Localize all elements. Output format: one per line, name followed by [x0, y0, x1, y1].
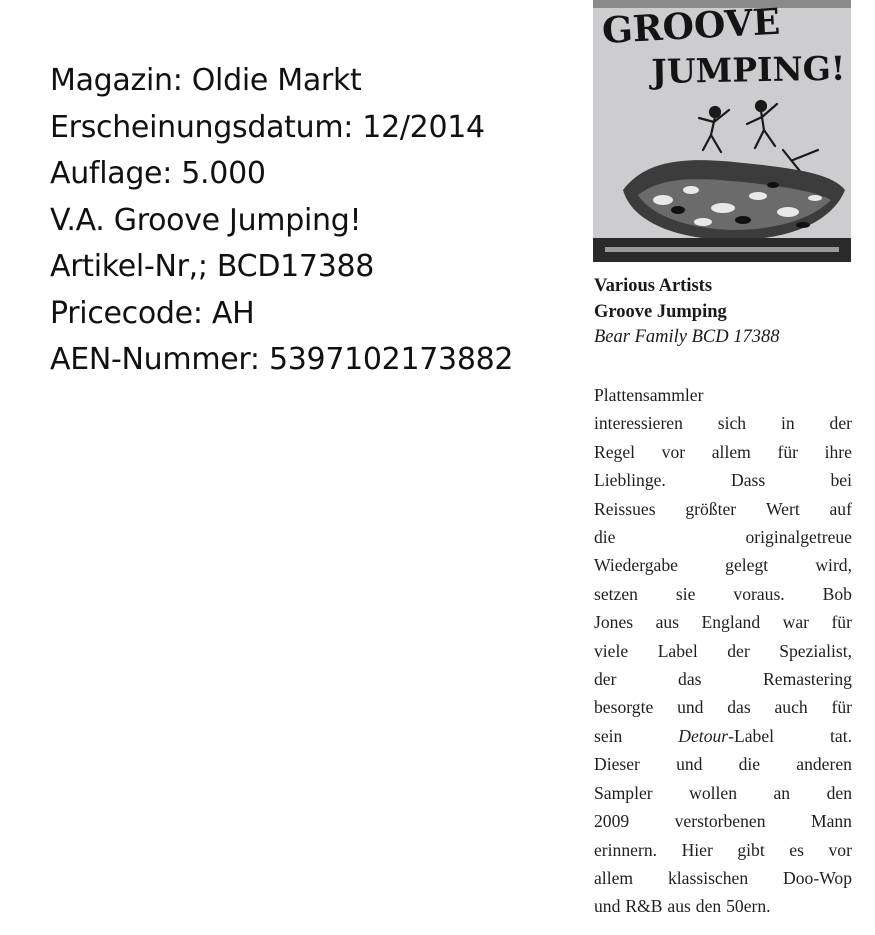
- article-word: für: [831, 612, 852, 633]
- article-word: tat.: [830, 725, 852, 746]
- article-word: gelegt: [725, 555, 769, 576]
- article-word: Plattensammler: [594, 385, 704, 405]
- article-word: bei: [830, 470, 852, 491]
- article-word: es: [789, 839, 804, 860]
- meta-publication-date: Erscheinungsdatum: 12/2014: [50, 109, 485, 145]
- article-word: ihre: [824, 441, 852, 462]
- article-word: Reissues: [594, 498, 656, 519]
- article-word: vor: [661, 441, 686, 462]
- meta-circulation: Auflage: 5.000: [50, 156, 266, 191]
- article-word: Mann: [810, 811, 852, 832]
- article-word: Spezialist,: [779, 640, 852, 661]
- article-word: besorgte: [594, 697, 654, 718]
- article-line: [594, 608, 852, 636]
- article-word: Dass: [731, 470, 766, 491]
- article-word: und: [677, 697, 704, 718]
- press-clipping: [586, 0, 875, 935]
- article-word: viele: [594, 640, 629, 661]
- article-word: für: [777, 441, 798, 462]
- article-word: allem: [594, 867, 634, 888]
- article-line: [594, 438, 852, 466]
- article-word: originalgetreue: [745, 527, 852, 548]
- article-word: voraus.: [733, 583, 785, 604]
- article-word: allem: [711, 441, 751, 462]
- meta-release-title: V.A. Groove Jumping!: [50, 202, 362, 238]
- article-word: aus: [667, 896, 691, 917]
- article-word: Hier: [681, 839, 713, 860]
- article-word: Remastering: [763, 669, 852, 690]
- article-word: wird,: [815, 555, 852, 576]
- album-cover-image: [593, 0, 851, 262]
- article-word: das: [727, 697, 751, 718]
- caption-label: Bear Family BCD 17388: [594, 327, 780, 347]
- article-line: [594, 750, 852, 778]
- article-word: Wiedergabe: [594, 555, 678, 576]
- article-word: größter: [685, 498, 737, 519]
- article-line: [594, 665, 852, 693]
- article-line: [594, 523, 852, 551]
- review-caption: [594, 274, 869, 351]
- article-line: [594, 495, 852, 523]
- article-line: [594, 807, 852, 835]
- caption-title: Groove Jumping: [594, 301, 727, 322]
- article-word: Lieblinge.: [594, 470, 666, 491]
- article-line: [594, 551, 852, 579]
- cover-title-line2: JUMPING!: [651, 48, 846, 91]
- article-word: der: [594, 669, 617, 690]
- article-word: Wert: [765, 498, 800, 519]
- meta-pricecode: Pricecode: AH: [50, 295, 255, 331]
- article-line: [594, 409, 852, 437]
- article-word: Jones: [594, 612, 634, 633]
- review-article-text: [594, 381, 852, 921]
- article-word: England: [701, 612, 761, 633]
- meta-article-number: Artikel-Nr,; BCD17388: [50, 249, 375, 284]
- article-word: sich: [717, 413, 747, 434]
- article-word: für: [831, 697, 852, 718]
- article-line: [594, 864, 852, 892]
- article-word: das: [678, 669, 702, 690]
- article-word: Regel: [594, 441, 636, 462]
- article-word: Bob: [822, 583, 852, 604]
- article-word: die: [738, 754, 761, 775]
- article-line: [594, 722, 852, 750]
- article-line: [594, 779, 852, 807]
- article-word: setzen: [594, 583, 638, 604]
- article-word: und: [676, 754, 703, 775]
- article-word: in: [780, 413, 795, 434]
- article-word: war: [782, 612, 809, 633]
- article-word: erinnern.: [594, 839, 658, 860]
- article-word: Doo-Wop: [783, 867, 852, 888]
- caption-artist: Various Artists: [594, 276, 713, 296]
- meta-magazine: Magazin: Oldie Markt: [50, 63, 362, 98]
- article-line: [594, 381, 852, 409]
- meta-aen-number: AEN-Nummer: 5397102173882: [50, 342, 514, 377]
- article-word: den: [695, 896, 722, 917]
- article-word: 2009: [594, 811, 630, 832]
- article-line: [594, 466, 852, 494]
- article-word: Label: [657, 640, 698, 661]
- article-word: vor: [828, 839, 852, 860]
- article-word: den: [826, 782, 852, 803]
- article-line: [594, 580, 852, 608]
- article-word: die: [594, 527, 616, 548]
- article-word: auch: [774, 697, 808, 718]
- article-line: [594, 892, 852, 920]
- article-line: [594, 836, 852, 864]
- article-line: [594, 637, 852, 665]
- article-word: sie: [675, 583, 696, 604]
- article-word: Sampler: [594, 782, 653, 803]
- cover-title-line1: GROOVE: [601, 0, 782, 52]
- article-word: verstorbenen: [674, 811, 766, 832]
- article-word: Dieser: [594, 754, 640, 775]
- article-word: klassischen: [668, 867, 749, 888]
- article-word: wollen: [689, 782, 738, 803]
- article-word: 50ern.: [726, 896, 771, 917]
- article-word: an: [773, 782, 791, 803]
- article-word: interessieren: [594, 413, 683, 434]
- article-word: sein: [594, 725, 623, 746]
- article-word: und: [594, 896, 621, 917]
- article-word: der: [829, 413, 852, 434]
- article-line: [594, 693, 852, 721]
- article-word: anderen: [796, 754, 852, 775]
- article-word: Detour-Label: [678, 725, 775, 746]
- meta-info-block: [50, 58, 570, 384]
- article-word: auf: [829, 498, 852, 519]
- article-word: aus: [655, 612, 680, 633]
- article-word: R&B: [625, 896, 663, 917]
- article-word: gibt: [737, 839, 765, 860]
- article-word: der: [727, 640, 750, 661]
